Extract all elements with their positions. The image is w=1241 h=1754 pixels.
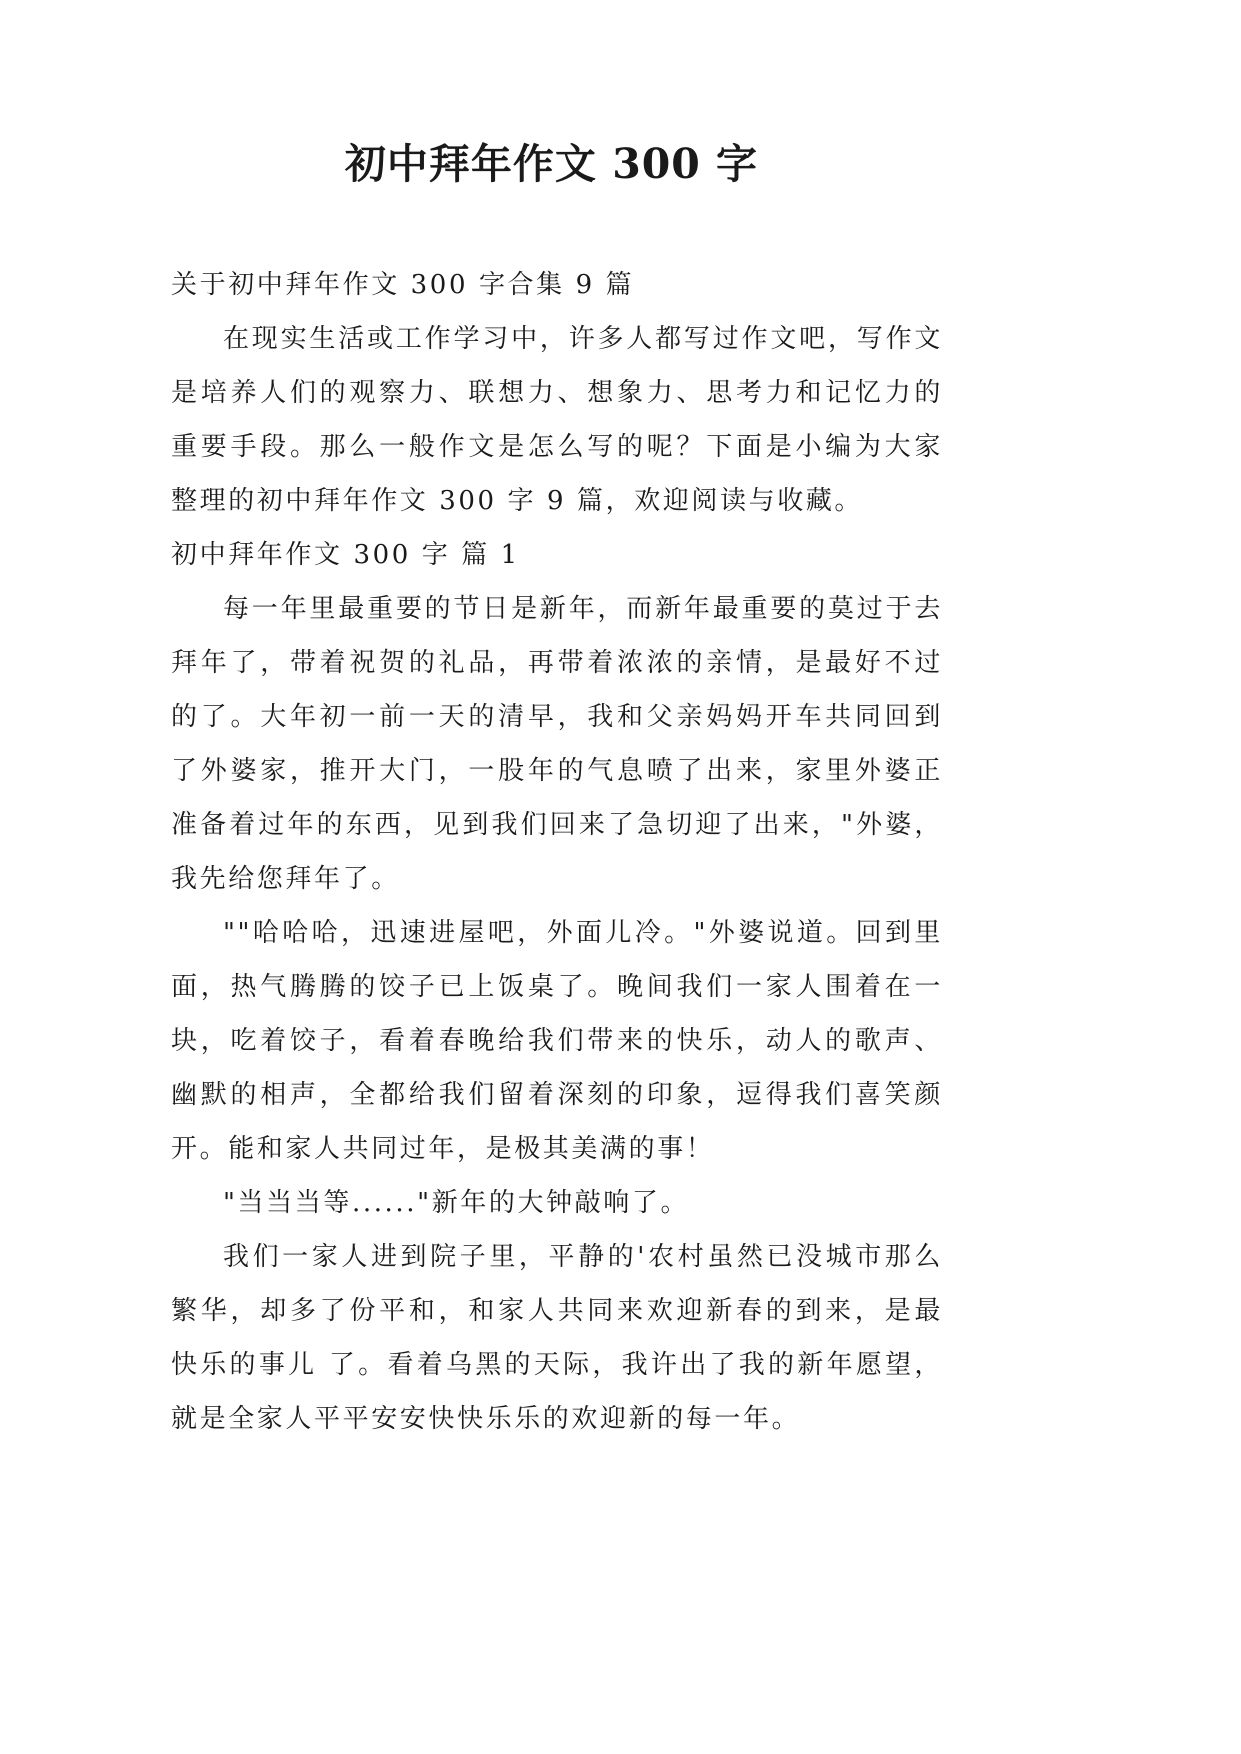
body-paragraph: "当当当等......"新年的大钟敲响了。 — [223, 1188, 690, 1218]
body-paragraph: 每一年里最重要的节日是新年，而新年最重要的莫过于去拜年了，带着祝贺的礼品，再带着浓浓的亲情，是最好不过的了。大年初一前一天的清早，我和父亲妈妈开车共同回到了外婆家，推开大门，一股年的气息喷了出来，家里外婆正准备着过年的东西，见到我们回来了急切迎了出来，"外婆，我先给您拜年了。 — [171, 594, 943, 894]
body-paragraph: 我们一家人进到院子里，平静的'农村虽然已没城市那么繁华，却多了份平和，和家人共同来欢迎新春的到来，是最快乐的事儿 了。看着乌黑的天际，我许出了我的新年愿望，就是全家人平平安安快快乐乐的欢迎新的每一年。 — [171, 1242, 943, 1434]
section-heading: 初中拜年作文 300 字 篇 1 — [171, 540, 520, 570]
document-body — [171, 258, 943, 1446]
body-paragraph: ""哈哈哈，迅速进屋吧，外面儿冷。"外婆说道。回到里面，热气腾腾的饺子已上饭桌了。晚间我们一家人围着在一块，吃着饺子，看着春晚给我们带来的快乐，动人的歌声、幽默的相声，全都给我们留着深刻的印象，逗得我们喜笑颜开。能和家人共同过年，是极其美满的事！ — [171, 918, 943, 1164]
intro-paragraph: 在现实生活或工作学习中，许多人都写过作文吧，写作文是培养人们的观察力、联想力、想象力、思考力和记忆力的重要手段。那么一般作文是怎么写的呢？下面是小编为大家整理的初中拜年作文 300 字 9 篇，欢迎阅读与收藏。 — [171, 324, 943, 516]
collection-subtitle: 关于初中拜年作文 300 字合集 9 篇 — [171, 270, 635, 300]
document-title: 初中拜年作文 300 字 — [344, 140, 759, 188]
